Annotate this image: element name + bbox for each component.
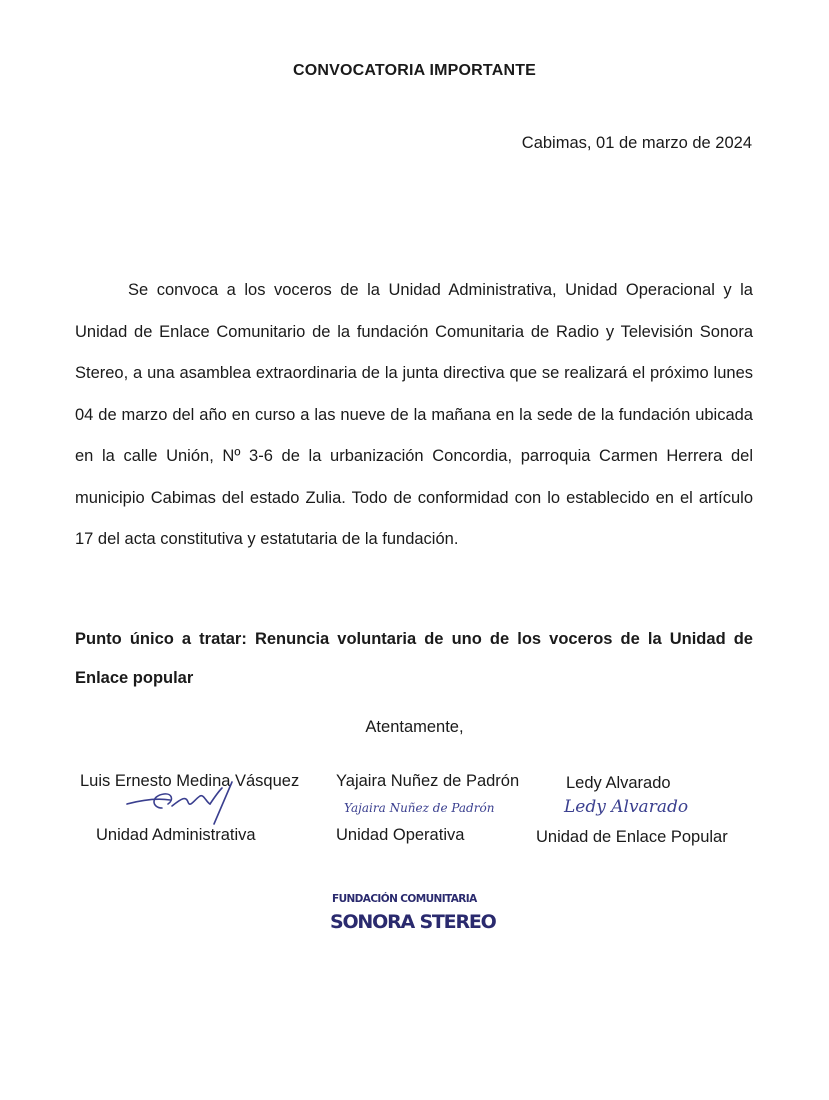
svg-text:Ledy Alvarado: Ledy Alvarado [564, 797, 689, 817]
svg-text:SONORA STEREO: SONORA STEREO [330, 911, 496, 933]
signatory-unit-1: Unidad Administrativa [96, 826, 256, 844]
foundation-stamp [330, 888, 500, 938]
svg-text:Yajaira Nuñez de Padrón: Yajaira Nuñez de Padrón [344, 801, 495, 815]
signature-icon [122, 778, 252, 828]
agenda-point: Punto único a tratar: Renuncia voluntaria de uno de los voceros de la Unidad de Enlace popular [75, 630, 753, 687]
signatory-name-1: Luis Ernesto Medina Vásquez [80, 772, 300, 790]
date-line: Cabimas, 01 de marzo de 2024 [521, 134, 752, 152]
svg-text:FUNDACIÓN COMUNITARIA: FUNDACIÓN COMUNITARIA [332, 893, 477, 905]
closing-line: Atentamente, [365, 718, 464, 736]
signatory-name-2: Yajaira Nuñez de Padrón [336, 772, 520, 790]
signatory-unit-2: Unidad Operativa [336, 826, 465, 844]
signature-icon [560, 788, 730, 822]
signatory-unit-3: Unidad de Enlace Popular [536, 828, 728, 846]
signature-icon [342, 792, 512, 822]
body-paragraph: Se convoca a los voceros de la Unidad Administrativa, Unidad Operacional y la Unidad de Enlace Comunitario de la fundación Comunitaria de Radio y Televisión Sonora Stereo, a una asamblea extraordinaria de la junta directiva que se realizará el próximo lunes 04 de marzo del año en curso a las nueve de la mañana en la sede de la fundación ubicada en la calle Unión, Nº 3-6 de la urbanización Concordia, parroquia Carmen Herrera del municipio Cabimas del estado Zulia. Todo de conformidad con lo establecido en el artículo 17 del acta constitutiva y estatutaria de la fundación. [75, 281, 753, 548]
signatory-name-3: Ledy Alvarado [566, 774, 671, 792]
document-title: CONVOCATORIA IMPORTANTE [292, 62, 537, 79]
